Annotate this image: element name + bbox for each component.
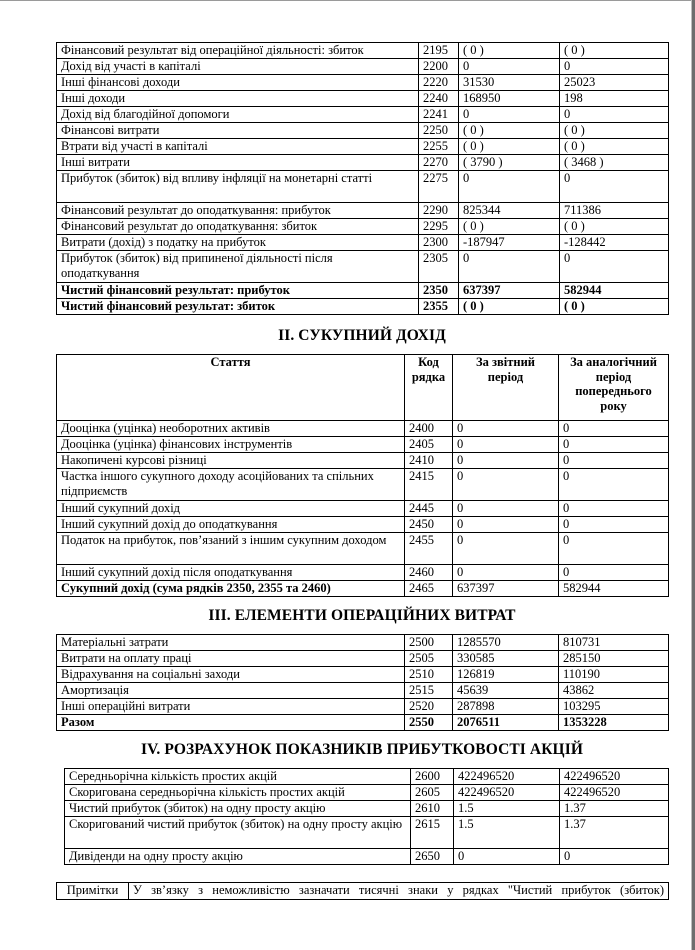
cell-code: 2610 (411, 801, 454, 817)
cell-current: 0 (454, 849, 560, 865)
comprehensive-income-table (56, 354, 669, 597)
cell-code: 2500 (405, 635, 453, 651)
cell-name: Фінансовий результат до оподаткування: прибуток (57, 203, 419, 219)
cell-previous: 0 (560, 171, 669, 203)
cell-name: Фінансові витрати (57, 123, 419, 139)
cell-name: Сукупний дохід (сума рядків 2350, 2355 та 2460) (57, 581, 405, 597)
cell-previous: ( 0 ) (560, 43, 669, 59)
cell-previous: 0 (560, 849, 669, 865)
header-code: Код рядка (405, 355, 453, 421)
financial-results-row (57, 203, 669, 219)
cell-current: 0 (453, 501, 559, 517)
financial-results-row (57, 75, 669, 91)
cell-current: 2076511 (453, 715, 559, 731)
share-profitability-row (65, 817, 669, 849)
financial-results-row (57, 43, 669, 59)
cell-code: 2275 (419, 171, 459, 203)
cell-current: ( 0 ) (459, 219, 560, 235)
comprehensive-income-header-row (57, 355, 669, 421)
cell-previous: 0 (560, 59, 669, 75)
cell-previous: 25023 (560, 75, 669, 91)
cell-name: Інший сукупний дохід (57, 501, 405, 517)
comprehensive-income-row (57, 421, 669, 437)
cell-current: ( 0 ) (459, 299, 560, 315)
cell-code: 2355 (419, 299, 459, 315)
cell-code: 2200 (419, 59, 459, 75)
financial-results-row (57, 123, 669, 139)
cell-name: Чистий прибуток (збиток) на одну просту акцію (65, 801, 411, 817)
cell-code: 2650 (411, 849, 454, 865)
cell-current: 0 (459, 171, 560, 203)
cell-name: Разом (57, 715, 405, 731)
financial-results-table (56, 42, 669, 315)
cell-current: 126819 (453, 667, 559, 683)
cell-current: 0 (459, 59, 560, 75)
cell-code: 2515 (405, 683, 453, 699)
financial-results-row (57, 283, 669, 299)
cell-code: 2550 (405, 715, 453, 731)
cell-code: 2605 (411, 785, 454, 801)
cell-code: 2240 (419, 91, 459, 107)
cell-name: Дохід від благодійної допомоги (57, 107, 419, 123)
cell-previous: 110190 (559, 667, 669, 683)
cell-current: 637397 (453, 581, 559, 597)
cell-code: 2350 (419, 283, 459, 299)
cell-current: -187947 (459, 235, 560, 251)
cell-name: Витрати на оплату праці (57, 651, 405, 667)
cell-current: 422496520 (454, 769, 560, 785)
cell-current: 422496520 (454, 785, 560, 801)
cell-code: 2405 (405, 437, 453, 453)
cell-current: 0 (453, 517, 559, 533)
operating-expenses-row (57, 683, 669, 699)
cell-name: Податок на прибуток, пов’язаний з іншим сукупним доходом (57, 533, 405, 565)
financial-results-row (57, 251, 669, 283)
cell-previous: 103295 (559, 699, 669, 715)
operating-expenses-row (57, 635, 669, 651)
header-previous-period: За аналогічний період попереднього року (559, 355, 669, 421)
cell-current: 0 (459, 107, 560, 123)
comprehensive-income-row (57, 565, 669, 581)
cell-previous: 1353228 (559, 715, 669, 731)
cell-code: 2290 (419, 203, 459, 219)
cell-previous: 0 (560, 107, 669, 123)
cell-previous: 0 (559, 421, 669, 437)
comprehensive-income-row (57, 437, 669, 453)
page-border-top (0, 0, 695, 1)
cell-name: Середньорічна кількість простих акцій (65, 769, 411, 785)
cell-current: 1285570 (453, 635, 559, 651)
cell-current: 0 (453, 437, 559, 453)
financial-results-row (57, 219, 669, 235)
cell-name: Відрахування на соціальні заходи (57, 667, 405, 683)
cell-code: 2255 (419, 139, 459, 155)
cell-name: Інші операційні витрати (57, 699, 405, 715)
cell-current: 0 (453, 453, 559, 469)
cell-previous: 0 (559, 501, 669, 517)
cell-name: Інші фінансові доходи (57, 75, 419, 91)
cell-previous: ( 3468 ) (560, 155, 669, 171)
cell-code: 2250 (419, 123, 459, 139)
cell-previous: 43862 (559, 683, 669, 699)
header-article: Стаття (57, 355, 405, 421)
header-current-period: За звітний період (453, 355, 559, 421)
cell-previous: 810731 (559, 635, 669, 651)
cell-current: 31530 (459, 75, 560, 91)
cell-code: 2460 (405, 565, 453, 581)
operating-expenses-table (56, 634, 669, 731)
cell-code: 2270 (419, 155, 459, 171)
cell-name: Дооцінка (уцінка) необоротних активів (57, 421, 405, 437)
cell-current: 1.5 (454, 801, 560, 817)
cell-name: Прибуток (збиток) від впливу інфляції на монетарні статті (57, 171, 419, 203)
financial-results-row (57, 171, 669, 203)
cell-previous: 0 (559, 469, 669, 501)
cell-previous: ( 0 ) (560, 219, 669, 235)
cell-previous: ( 0 ) (560, 123, 669, 139)
cell-current: 1.5 (454, 817, 560, 849)
section-3-title: ІІІ. ЕЛЕМЕНТИ ОПЕРАЦІЙНИХ ВИТРАТ (208, 607, 516, 624)
comprehensive-income-row (57, 517, 669, 533)
cell-previous: 422496520 (560, 785, 669, 801)
cell-name: Прибуток (збиток) від припиненої діяльності після оподаткування (57, 251, 419, 283)
cell-code: 2445 (405, 501, 453, 517)
cell-previous: 0 (559, 437, 669, 453)
cell-code: 2295 (419, 219, 459, 235)
cell-current: ( 0 ) (459, 123, 560, 139)
financial-results-row (57, 299, 669, 315)
cell-previous: 0 (559, 517, 669, 533)
cell-previous: 0 (560, 251, 669, 283)
financial-results-row (57, 91, 669, 107)
comprehensive-income-row (57, 501, 669, 517)
cell-code: 2520 (405, 699, 453, 715)
operating-expenses-row (57, 715, 669, 731)
cell-name: Фінансовий результат від операційної діяльності: збиток (57, 43, 419, 59)
share-profitability-row (65, 801, 669, 817)
cell-previous: 0 (559, 565, 669, 581)
cell-previous: 0 (559, 453, 669, 469)
cell-name: Інші витрати (57, 155, 419, 171)
cell-previous: 285150 (559, 651, 669, 667)
cell-name: Дооцінка (уцінка) фінансових інструментів (57, 437, 405, 453)
comprehensive-income-row (57, 533, 669, 565)
cell-previous: 582944 (560, 283, 669, 299)
cell-name: Інший сукупний дохід після оподаткування (57, 565, 405, 581)
comprehensive-income-row (57, 469, 669, 501)
cell-code: 2465 (405, 581, 453, 597)
financial-results-row (57, 155, 669, 171)
cell-name: Інші доходи (57, 91, 419, 107)
cell-current: 0 (459, 251, 560, 283)
cell-code: 2450 (405, 517, 453, 533)
cell-name: Накопичені курсові різниці (57, 453, 405, 469)
notes-label: Примітки (57, 883, 129, 900)
cell-name: Частка іншого сукупного доходу асоційованих та спільних підприємств (57, 469, 405, 501)
operating-expenses-row (57, 667, 669, 683)
cell-code: 2305 (419, 251, 459, 283)
financial-results-row (57, 139, 669, 155)
cell-code: 2400 (405, 421, 453, 437)
cell-code: 2410 (405, 453, 453, 469)
cell-name: Втрати від участі в капіталі (57, 139, 419, 155)
cell-code: 2510 (405, 667, 453, 683)
section-4-title: IV. РОЗРАХУНОК ПОКАЗНИКІВ ПРИБУТКОВОСТІ АКЦІЙ (140, 741, 583, 758)
cell-previous: 711386 (560, 203, 669, 219)
cell-previous: 582944 (559, 581, 669, 597)
cell-code: 2300 (419, 235, 459, 251)
financial-results-row (57, 59, 669, 75)
cell-name: Амортизація (57, 683, 405, 699)
operating-expenses-row (57, 699, 669, 715)
cell-previous: ( 0 ) (560, 139, 669, 155)
cell-name: Чистий фінансовий результат: збиток (57, 299, 419, 315)
cell-code: 2455 (405, 533, 453, 565)
cell-code: 2505 (405, 651, 453, 667)
cell-current: ( 0 ) (459, 43, 560, 59)
cell-code: 2615 (411, 817, 454, 849)
cell-name: Фінансовий результат до оподаткування: збиток (57, 219, 419, 235)
cell-code: 2415 (405, 469, 453, 501)
notes-text: У зв’язку з неможливістю зазначати тисячні знаки у рядках "Чистий прибуток (збиток) (129, 883, 669, 900)
cell-current: 0 (453, 565, 559, 581)
cell-current: 330585 (453, 651, 559, 667)
financial-results-row (57, 235, 669, 251)
cell-current: 0 (453, 533, 559, 565)
cell-current: 637397 (459, 283, 560, 299)
cell-code: 2241 (419, 107, 459, 123)
cell-previous: 198 (560, 91, 669, 107)
operating-expenses-row (57, 651, 669, 667)
comprehensive-income-row (57, 581, 669, 597)
comprehensive-income-row (57, 453, 669, 469)
cell-code: 2600 (411, 769, 454, 785)
cell-name: Дивіденди на одну просту акцію (65, 849, 411, 865)
cell-current: 0 (453, 421, 559, 437)
section-2-title: ІІ. СУКУПНИЙ ДОХІД (278, 327, 446, 344)
cell-previous: -128442 (560, 235, 669, 251)
share-profitability-row (65, 785, 669, 801)
cell-name: Дохід від участі в капіталі (57, 59, 419, 75)
cell-current: ( 0 ) (459, 139, 560, 155)
share-profitability-row (65, 849, 669, 865)
cell-previous: 1.37 (560, 817, 669, 849)
cell-name: Витрати (дохід) з податку на прибуток (57, 235, 419, 251)
cell-name: Скоригований чистий прибуток (збиток) на одну просту акцію (65, 817, 411, 849)
share-profitability-table (64, 768, 669, 865)
cell-code: 2195 (419, 43, 459, 59)
cell-previous: ( 0 ) (560, 299, 669, 315)
cell-name: Чистий фінансовий результат: прибуток (57, 283, 419, 299)
cell-current: 825344 (459, 203, 560, 219)
cell-current: 0 (453, 469, 559, 501)
cell-name: Матеріальні затрати (57, 635, 405, 651)
cell-code: 2220 (419, 75, 459, 91)
cell-previous: 1.37 (560, 801, 669, 817)
cell-current: 45639 (453, 683, 559, 699)
cell-previous: 0 (559, 533, 669, 565)
share-profitability-row (65, 769, 669, 785)
cell-current: ( 3790 ) (459, 155, 560, 171)
financial-results-row (57, 107, 669, 123)
cell-previous: 422496520 (560, 769, 669, 785)
cell-current: 168950 (459, 91, 560, 107)
cell-name: Скоригована середньорічна кількість простих акцій (65, 785, 411, 801)
notes-table (56, 882, 669, 900)
cell-name: Інший сукупний дохід до оподаткування (57, 517, 405, 533)
notes-row (57, 883, 669, 900)
cell-current: 287898 (453, 699, 559, 715)
